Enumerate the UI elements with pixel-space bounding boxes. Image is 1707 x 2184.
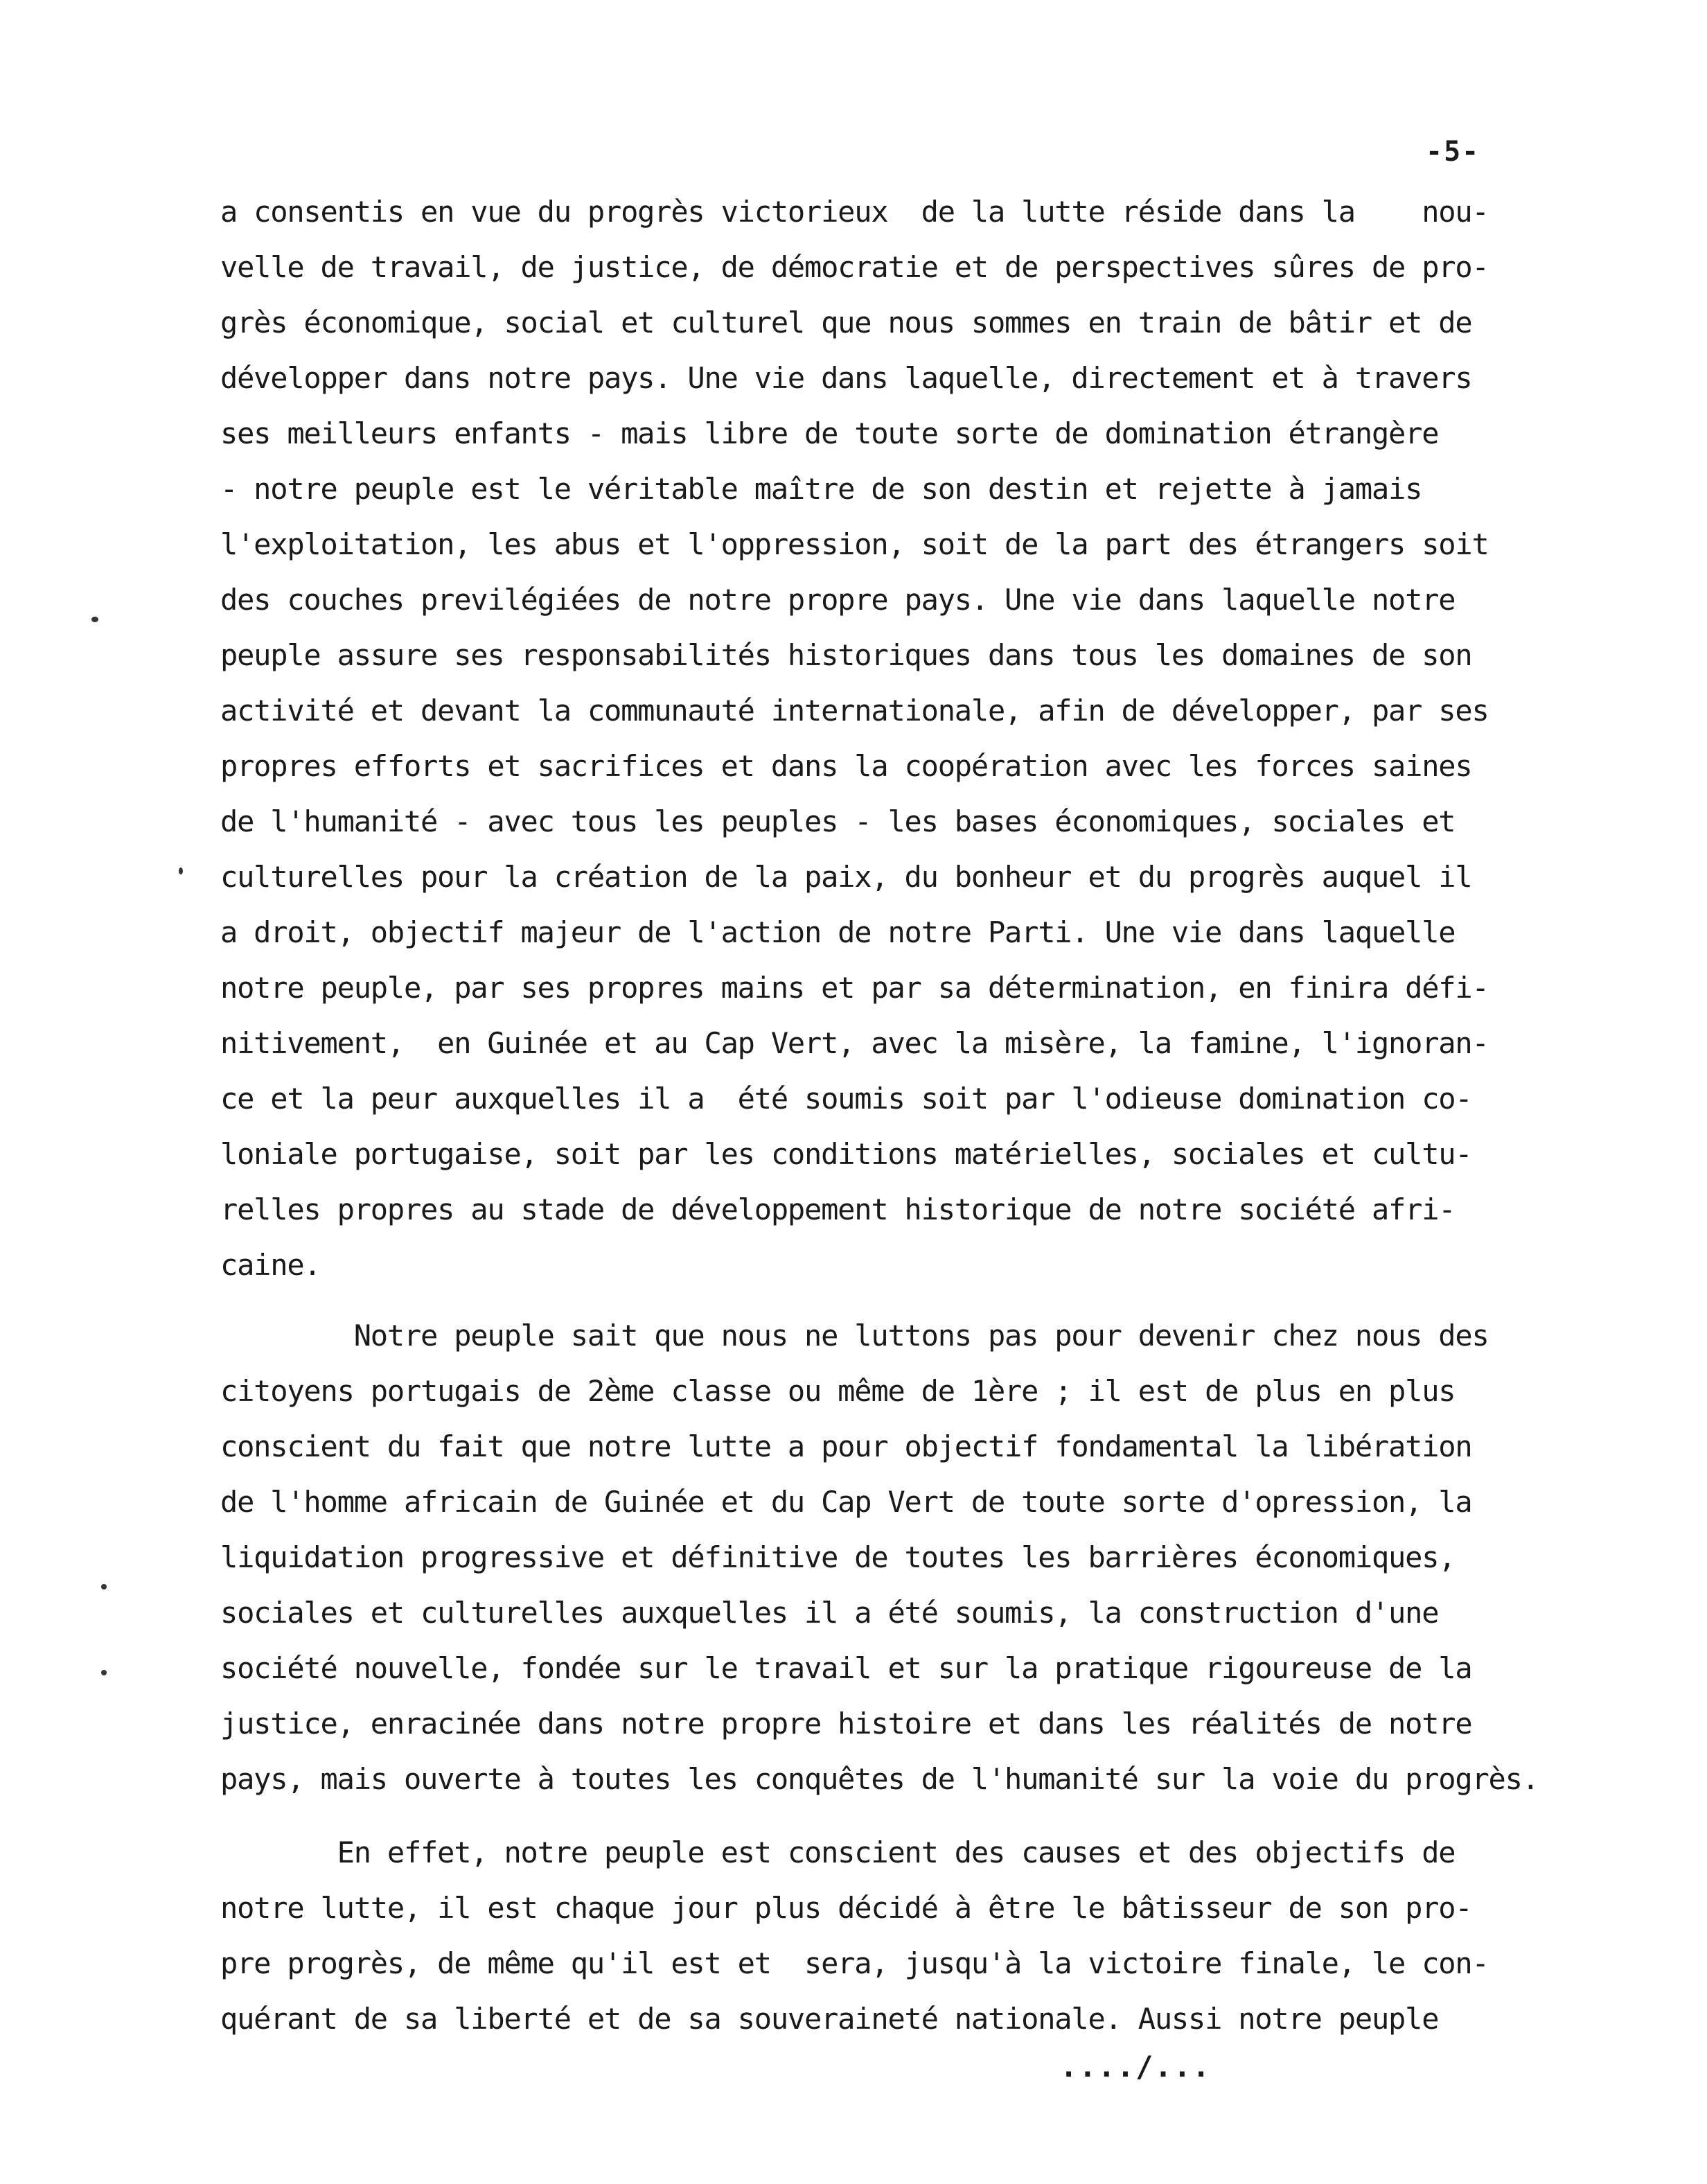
text-line: notre peuple, par ses propres mains et par sa détermination, en finira défi- [220,971,1489,1005]
text-line: - notre peuple est le véritable maître de son destin et rejette à jamais [220,472,1422,506]
text-line: société nouvelle, fondée sur le travail et sur la pratique rigoureuse de la [220,1651,1472,1685]
text-line: ses meilleurs enfants - mais libre de toute sorte de domination étrangère [220,416,1439,450]
text-line: grès économique, social et culturel que nous sommes en train de bâtir et de [220,306,1472,340]
text-line: En effet, notre peuple est conscient des causes et des objectifs de [220,1835,1456,1869]
text-line: a droit, objectif majeur de l'action de notre Parti. Une vie dans laquelle [220,915,1456,949]
text-line: de l'humanité - avec tous les peuples - les bases économiques, sociales et [220,804,1456,838]
text-line: citoyens portugais de 2ème classe ou même de 1ère ; il est de plus en plus [220,1374,1456,1408]
text-line: conscient du fait que notre lutte a pour objectif fondamental la libération [220,1429,1472,1463]
text-line: sociales et culturelles auxquelles il a été soumis, la construction d'une [220,1596,1439,1630]
text-line: activité et devant la communauté internationale, afin de développer, par ses [220,694,1489,728]
text-line: loniale portugaise, soit par les conditions matérielles, sociales et cultu- [220,1137,1472,1171]
margin-dot [101,1670,107,1675]
paragraph-3 [220,1825,1550,2047]
text-line: l'exploitation, les abus et l'oppression, soit de la part des étrangers soit [220,527,1489,561]
text-line: peuple assure ses responsabilités historiques dans tous les domaines de son [220,638,1472,672]
text-line: Notre peuple sait que nous ne luttons pas pour devenir chez nous des [220,1319,1489,1353]
margin-dot [91,617,98,622]
page-number: -5- [1426,136,1480,168]
text-line: de l'homme africain de Guinée et du Cap Vert de toute sorte d'opression, la [220,1485,1472,1519]
text-line: ce et la peur auxquelles il a été soumis soit par l'odieuse domination co- [220,1082,1472,1116]
text-line: des couches previlégiées de notre propre pays. Une vie dans laquelle notre [220,583,1456,617]
margin-dot [179,868,183,874]
text-line: pre progrès, de même qu'il est et sera, jusqu'à la victoire finale, le con- [220,1946,1489,1980]
text-line: propres efforts et sacrifices et dans la coopération avec les forces saines [220,749,1472,783]
paragraph-2 [220,1308,1550,1807]
text-line: développer dans notre pays. Une vie dans laquelle, directement et à travers [220,361,1472,395]
text-line: quérant de sa liberté et de sa souveraineté nationale. Aussi notre peuple [220,2002,1439,2036]
margin-dot [101,1584,107,1589]
text-line: velle de travail, de justice, de démocratie et de perspectives sûres de pro- [220,250,1489,284]
text-line: nitivement, en Guinée et au Cap Vert, avec la misère, la famine, l'ignoran- [220,1026,1489,1060]
text-line: culturelles pour la création de la paix, du bonheur et du progrès auquel il [220,860,1472,894]
text-line: notre lutte, il est chaque jour plus décidé à être le bâtisseur de son pro- [220,1891,1472,1925]
paragraph-1 [220,184,1550,1293]
text-line: justice, enracinée dans notre propre histoire et dans les réalités de notre [220,1707,1472,1741]
text-line: caine. [220,1248,321,1282]
text-line: relles propres au stade de développement historique de notre société afri- [220,1192,1456,1226]
text-line: a consentis en vue du progrès victorieux de la lutte réside dans la nou- [220,195,1489,229]
continuation-mark: ..../... [1060,2050,1212,2084]
text-line: pays, mais ouverte à toutes les conquêtes de l'humanité sur la voie du progrès. [220,1762,1539,1796]
text-line: liquidation progressive et définitive de toutes les barrières économiques, [220,1540,1456,1574]
